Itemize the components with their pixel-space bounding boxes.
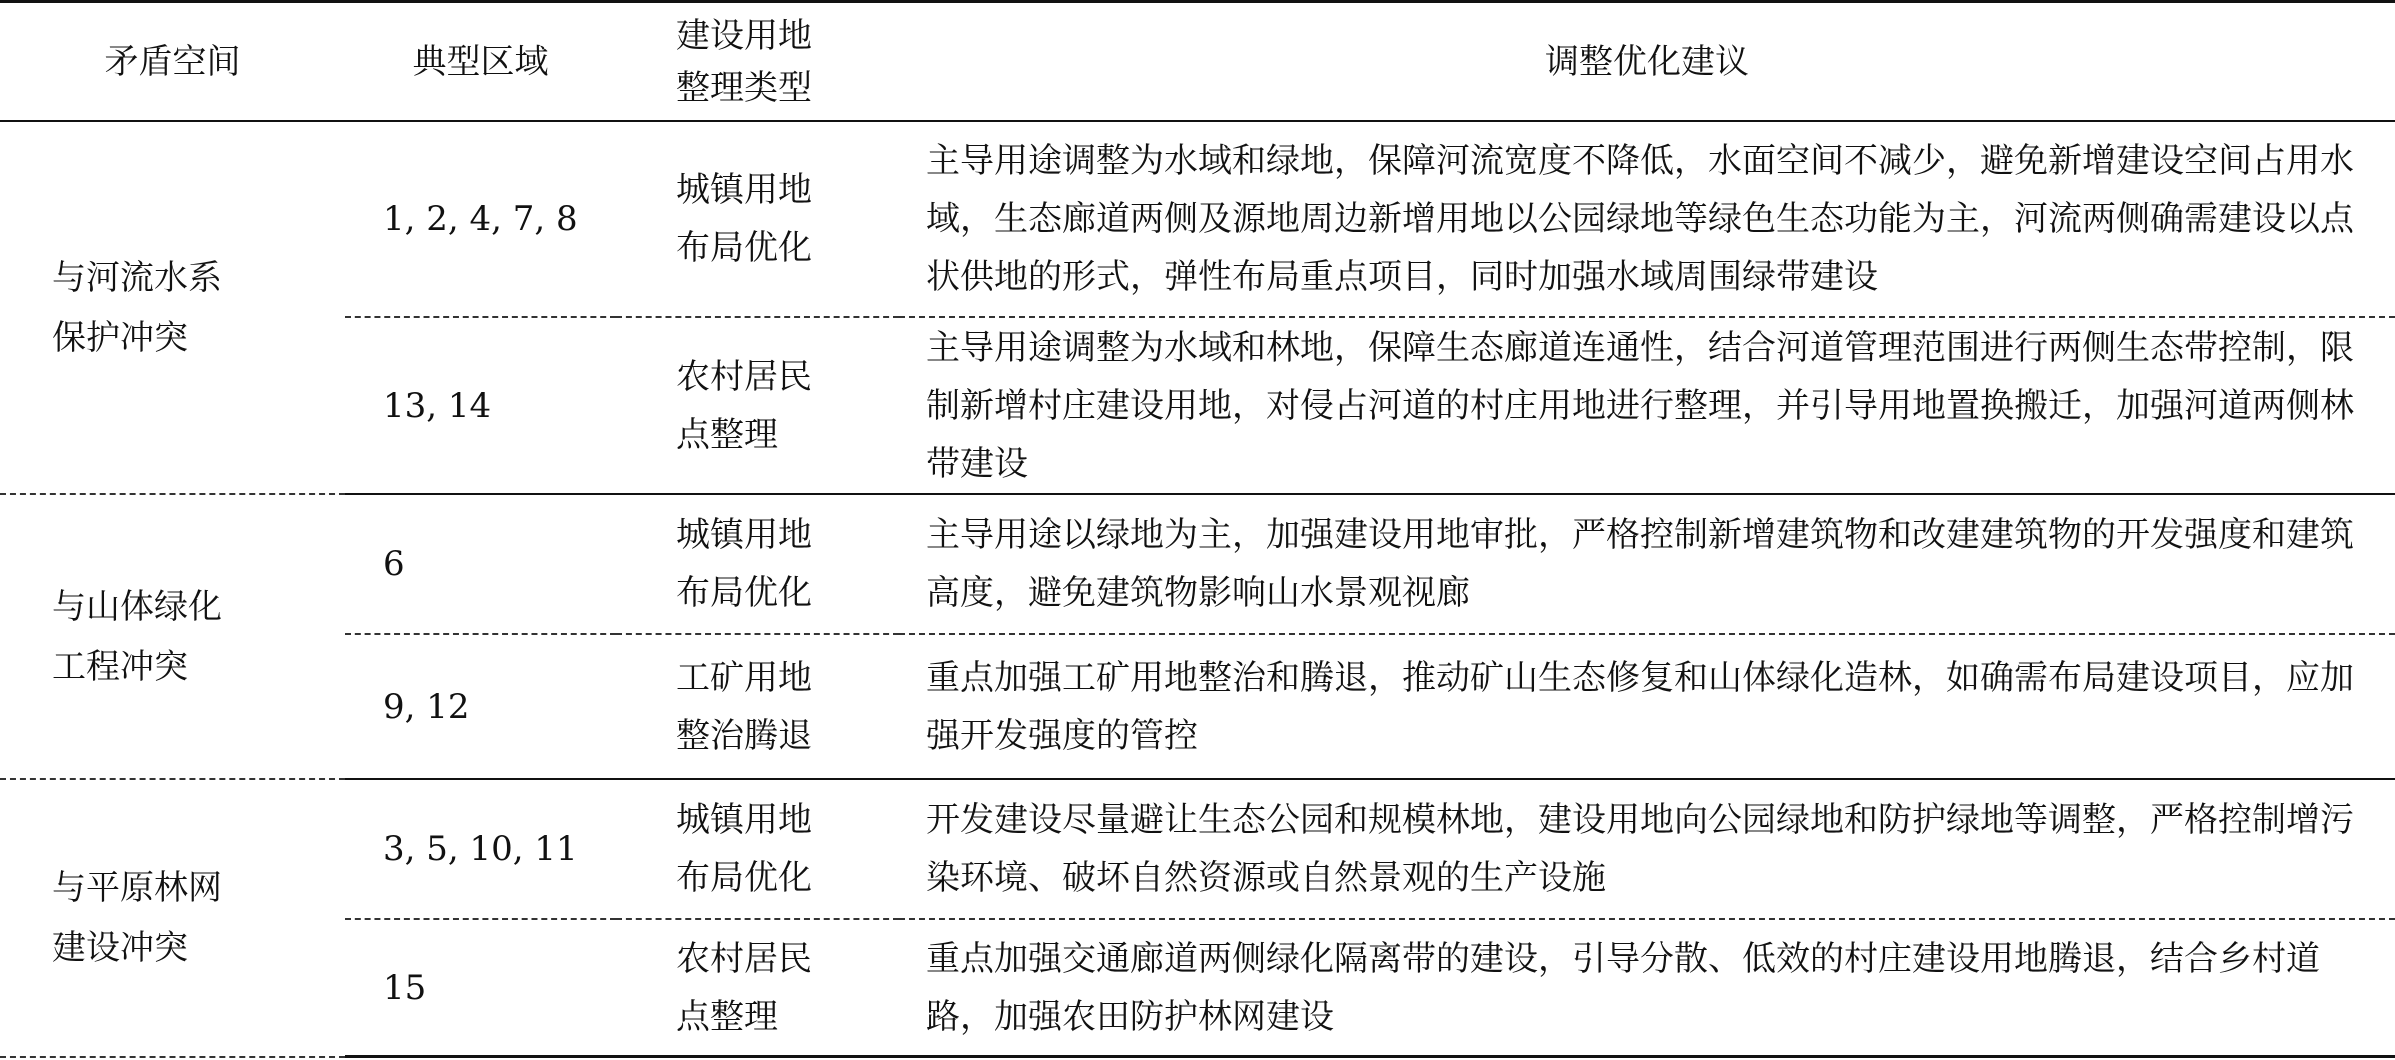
land-type-cell (616, 779, 899, 919)
conflict-space-line2: 保护冲突 (52, 317, 188, 358)
conflict-space-cell (0, 779, 345, 1057)
conflict-space-line1: 与平原林网 (52, 867, 222, 908)
advice-cell: 重点加强交通廊道两侧绿化隔离带的建设，引导分散、低效的村庄建设用地腾退，结合乡村道路，加强农田防护林网建设 (899, 919, 2395, 1057)
advice-cell: 开发建设尽量避让生态公园和规模林地，建设用地向公园绿地和防护绿地等调整，严格控制增污染环境、破坏自然资源或自然景观的生产设施 (899, 779, 2395, 919)
land-type-cell (616, 634, 899, 779)
land-type-line2: 点整理 (676, 414, 778, 455)
land-type-line1: 城镇用地 (676, 170, 812, 210)
conflict-space-cell (0, 494, 345, 779)
advice-cell: 主导用途以绿地为主，加强建设用地审批，严格控制新增建筑物和改建建筑物的开发强度和建筑高度，避免建筑物影响山水景观视廊 (899, 494, 2395, 634)
land-type-line1: 农村居民 (676, 356, 812, 397)
table-row (0, 634, 2395, 779)
header-conflict-space: 矛盾空间 (0, 2, 345, 122)
land-type-line1: 农村居民 (676, 938, 812, 979)
land-type-line2: 整治腾退 (676, 715, 812, 756)
land-type-line1: 工矿用地 (676, 657, 812, 698)
region-cell: 1, 2, 4, 7, 8 (345, 121, 616, 317)
conflict-space-cell (0, 121, 345, 494)
land-type-line1: 城镇用地 (676, 800, 812, 840)
region-cell: 6 (345, 494, 616, 634)
table-row (0, 494, 2395, 634)
conflict-space-line2: 建设冲突 (52, 927, 188, 968)
land-type-line2: 点整理 (676, 996, 778, 1037)
header-typical-region: 典型区域 (345, 2, 616, 122)
conflict-space-line1: 与河流水系 (52, 257, 222, 298)
advice-cell: 主导用途调整为水域和绿地，保障河流宽度不降低，水面空间不减少，避免新增建设空间占用水域，生态廊道两侧及源地周边新增用地以公园绿地等绿色生态功能为主，河流两侧确需建设以点状供地的形式，弹性布局重点项目，同时加强水域周围绿带建设 (899, 121, 2395, 317)
land-type-cell (616, 317, 899, 494)
advice-cell: 重点加强工矿用地整治和腾退，推动矿山生态修复和山体绿化造林，如确需布局建设项目，应加强开发强度的管控 (899, 634, 2395, 779)
region-cell: 3, 5, 10, 11 (345, 779, 616, 919)
conflict-space-line2: 工程冲突 (52, 646, 188, 687)
land-type-cell (616, 919, 899, 1057)
header-land-type (616, 2, 899, 122)
header-advice: 调整优化建议 (899, 2, 2395, 122)
land-type-line1: 城镇用地 (676, 515, 812, 555)
header-land-type-line2: 整理类型 (676, 67, 812, 108)
header-land-type-line1: 建设用地 (676, 15, 812, 56)
table-row (0, 121, 2395, 317)
region-cell: 13, 14 (345, 317, 616, 494)
header-row (0, 2, 2395, 122)
advice-cell: 主导用途调整为水域和林地，保障生态廊道连通性，结合河道管理范围进行两侧生态带控制，限制新增村庄建设用地，对侵占河道的村庄用地进行整理，并引导用地置换搬迁，加强河道两侧林带建设 (899, 317, 2395, 494)
land-type-cell (616, 494, 899, 634)
land-type-line2: 布局优化 (676, 858, 812, 898)
region-cell: 15 (345, 919, 616, 1057)
region-cell: 9, 12 (345, 634, 616, 779)
land-type-line2: 布局优化 (676, 228, 812, 268)
land-type-cell (616, 121, 899, 317)
table-row (0, 779, 2395, 919)
land-type-line2: 布局优化 (676, 573, 812, 613)
conflict-space-line1: 与山体绿化 (52, 586, 222, 627)
table-row (0, 317, 2395, 494)
table-row (0, 919, 2395, 1057)
